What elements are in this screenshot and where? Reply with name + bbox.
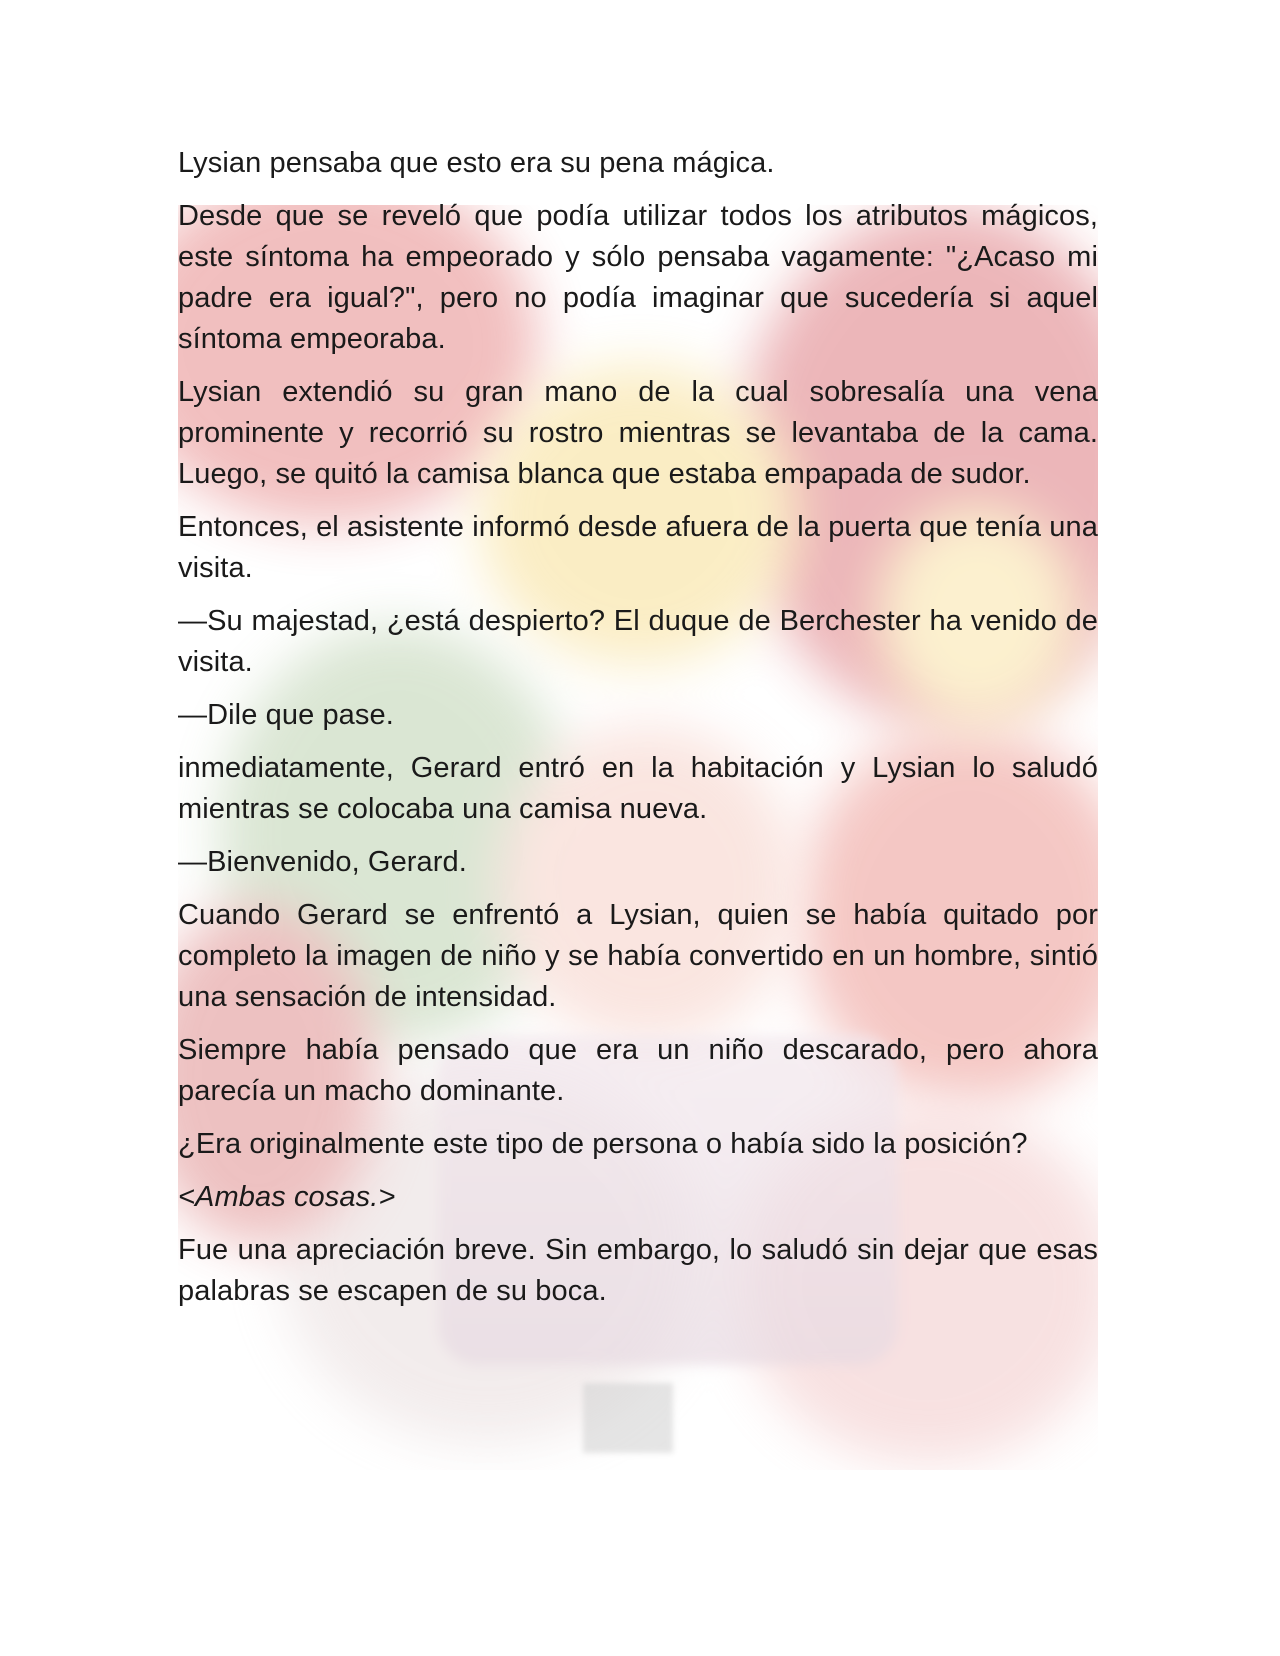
paragraph: Desde que se reveló que podía utilizar todos los atributos mágicos, este síntoma ha empeorado y sólo pensaba vagamente: "¿Acaso mi padre era igual?", pero no podía imaginar que sucedería si aquel síntoma empeoraba. (178, 200, 1098, 355)
paragraph: Fue una apreciación breve. Sin embargo, lo saludó sin dejar que esas palabras se escapen de su boca. (178, 1234, 1098, 1307)
dialogue-paragraph: —Su majestad, ¿está despierto? El duque de Berchester ha venido de visita. (178, 605, 1098, 678)
document-body (178, 143, 1098, 1324)
watermark-logo (583, 1383, 673, 1453)
thought-paragraph: <Ambas cosas.> (178, 1181, 396, 1213)
paragraph: Lysian extendió su gran mano de la cual sobresalía una vena prominente y recorrió su rostro mientras se levantaba de la cama. Luego, se quitó la camisa blanca que estaba empapada de sudor. (178, 376, 1098, 490)
dialogue-paragraph: —Bienvenido, Gerard. (178, 846, 467, 878)
paragraph: Siempre había pensado que era un niño descarado, pero ahora parecía un macho dominante. (178, 1034, 1098, 1107)
paragraph: Entonces, el asistente informó desde afuera de la puerta que tenía una visita. (178, 511, 1098, 584)
paragraph: Cuando Gerard se enfrentó a Lysian, quien se había quitado por completo la imagen de niño y se había convertido en un hombre, sintió una sensación de intensidad. (178, 899, 1098, 1013)
paragraph: ¿Era originalmente este tipo de persona o había sido la posición? (178, 1128, 1028, 1160)
dialogue-paragraph: —Dile que pase. (178, 699, 394, 731)
paragraph: Lysian pensaba que esto era su pena mágica. (178, 147, 775, 179)
paragraph: inmediatamente, Gerard entró en la habitación y Lysian lo saludó mientras se colocaba una camisa nueva. (178, 752, 1098, 825)
